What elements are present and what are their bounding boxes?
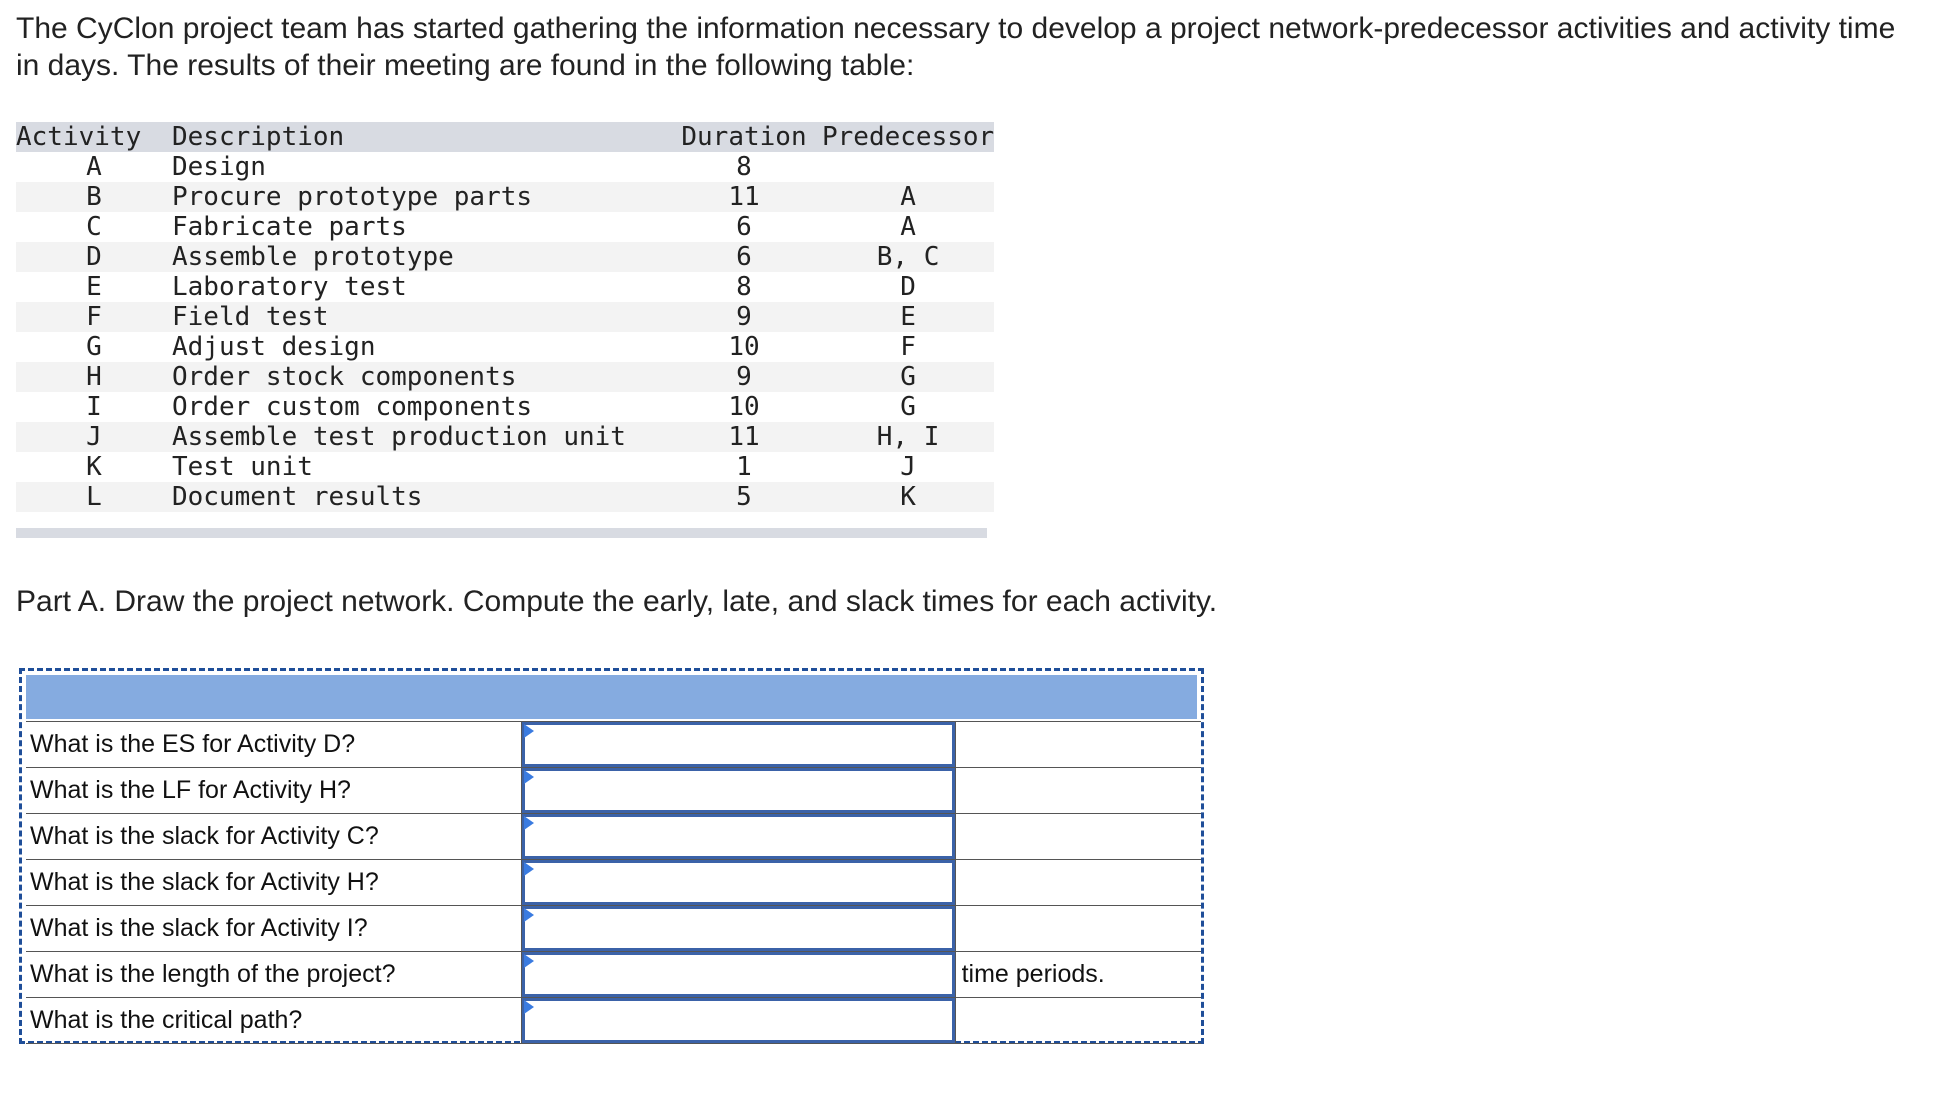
activity-cell: C — [86, 212, 102, 242]
intro-text: The CyClon project team has started gathering the information necessary to develop a project network-predecessor activities and activity time in days. The results of their meeting are found in the following table: — [16, 12, 1896, 82]
predecessor-cell: A — [900, 212, 916, 242]
table-row — [16, 152, 994, 182]
description-cell: Procure prototype parts — [172, 182, 666, 212]
table-bottom-rule — [16, 528, 987, 538]
unit-label — [955, 814, 1201, 860]
question-label: What is the slack for Activity I? — [26, 906, 522, 952]
duration-cell: 9 — [666, 302, 822, 332]
unit-label — [955, 768, 1201, 814]
description-cell: Laboratory test — [172, 272, 407, 302]
duration-cell: 8 — [736, 152, 752, 182]
table-row — [16, 302, 994, 332]
answer-input[interactable] — [522, 814, 954, 859]
activity-cell: J — [16, 422, 172, 452]
description-cell: Design — [172, 152, 266, 182]
question-label: What is the slack for Activity C? — [26, 814, 522, 860]
duration-cell: 6 — [736, 212, 752, 242]
activity-cell: L — [16, 482, 172, 512]
answer-cell — [522, 860, 955, 906]
activity-cell: G — [86, 332, 102, 362]
answer-panel — [19, 668, 1204, 1044]
description-cell: Order custom components — [172, 392, 533, 422]
table-row — [16, 212, 994, 242]
activity-cell: F — [16, 302, 172, 332]
predecessor-cell: D — [900, 272, 916, 302]
duration-cell: 8 — [736, 272, 752, 302]
answer-input[interactable] — [522, 768, 954, 813]
activity-cell: H — [16, 362, 172, 392]
activity-table — [16, 122, 994, 512]
unit-label: time periods. — [955, 952, 1201, 998]
question-row — [26, 952, 1201, 998]
part-a-instructions: Part A. Draw the project network. Compute the early, late, and slack times for each activity. — [16, 585, 1218, 618]
table-row — [16, 332, 994, 362]
duration-cell: 1 — [736, 452, 752, 482]
table-row — [16, 362, 994, 392]
question-row — [26, 722, 1201, 768]
unit-label — [955, 906, 1201, 952]
question-row — [26, 768, 1201, 814]
question-row — [26, 814, 1201, 860]
answer-input[interactable] — [522, 722, 954, 767]
table-row — [16, 422, 994, 452]
description-cell: Order stock components — [172, 362, 666, 392]
description-cell: Fabricate parts — [172, 212, 407, 242]
table-row — [16, 182, 994, 212]
predecessor-cell: B, C — [822, 242, 994, 272]
activity-cell: E — [86, 272, 102, 302]
answer-input[interactable] — [522, 998, 954, 1043]
answer-input[interactable] — [522, 952, 954, 997]
duration-cell: 10 — [728, 332, 760, 362]
predecessor-cell: J — [900, 452, 916, 482]
duration-cell: 9 — [666, 362, 822, 392]
predecessor-cell: F — [900, 332, 916, 362]
activity-cell: D — [16, 242, 172, 272]
duration-cell: 5 — [666, 482, 822, 512]
description-cell: Assemble test production unit — [172, 422, 666, 452]
header-description: Description — [172, 122, 666, 152]
answer-cell — [522, 998, 955, 1044]
predecessor-cell: A — [822, 182, 994, 212]
description-cell: Assemble prototype — [172, 242, 666, 272]
answer-input[interactable] — [522, 860, 954, 905]
question-row — [26, 998, 1201, 1044]
description-cell: Test unit — [172, 452, 313, 482]
answer-cell — [522, 906, 955, 952]
answer-input[interactable] — [522, 906, 954, 951]
activity-cell: B — [16, 182, 172, 212]
predecessor-cell: H, I — [822, 422, 994, 452]
answer-cell — [522, 814, 955, 860]
answer-panel-header — [26, 675, 1197, 719]
predecessor-cell: E — [822, 302, 994, 332]
question-row — [26, 860, 1201, 906]
table-row — [16, 392, 994, 422]
unit-label — [955, 860, 1201, 906]
table-row — [16, 482, 994, 512]
answer-cell — [522, 722, 955, 768]
table-row — [16, 452, 994, 482]
unit-label — [955, 722, 1201, 768]
question-label: What is the critical path? — [26, 998, 522, 1044]
predecessor-cell: G — [900, 392, 916, 422]
question-table — [26, 721, 1201, 1044]
question-label: What is the LF for Activity H? — [26, 768, 522, 814]
description-cell: Document results — [172, 482, 666, 512]
duration-cell: 11 — [666, 182, 822, 212]
table-row — [16, 272, 994, 302]
question-label: What is the length of the project? — [26, 952, 522, 998]
question-label: What is the ES for Activity D? — [26, 722, 522, 768]
predecessor-cell: G — [822, 362, 994, 392]
duration-cell: 11 — [666, 422, 822, 452]
header-activity: Activity — [16, 122, 172, 152]
duration-cell: 10 — [728, 392, 760, 422]
description-cell: Field test — [172, 302, 666, 332]
predecessor-cell: K — [822, 482, 994, 512]
activity-cell: K — [86, 452, 102, 482]
predecessor-cell — [822, 152, 994, 182]
question-row — [26, 906, 1201, 952]
activity-cell: A — [86, 152, 102, 182]
duration-cell: 6 — [666, 242, 822, 272]
header-duration: Duration — [666, 122, 822, 152]
table-row — [16, 242, 994, 272]
answer-cell — [522, 768, 955, 814]
activity-cell: I — [86, 392, 102, 422]
header-predecessor: Predecessor — [822, 122, 995, 152]
description-cell: Adjust design — [172, 332, 376, 362]
answer-cell — [522, 952, 955, 998]
question-label: What is the slack for Activity H? — [26, 860, 522, 906]
activity-table-header — [16, 122, 994, 152]
unit-label — [955, 998, 1201, 1044]
